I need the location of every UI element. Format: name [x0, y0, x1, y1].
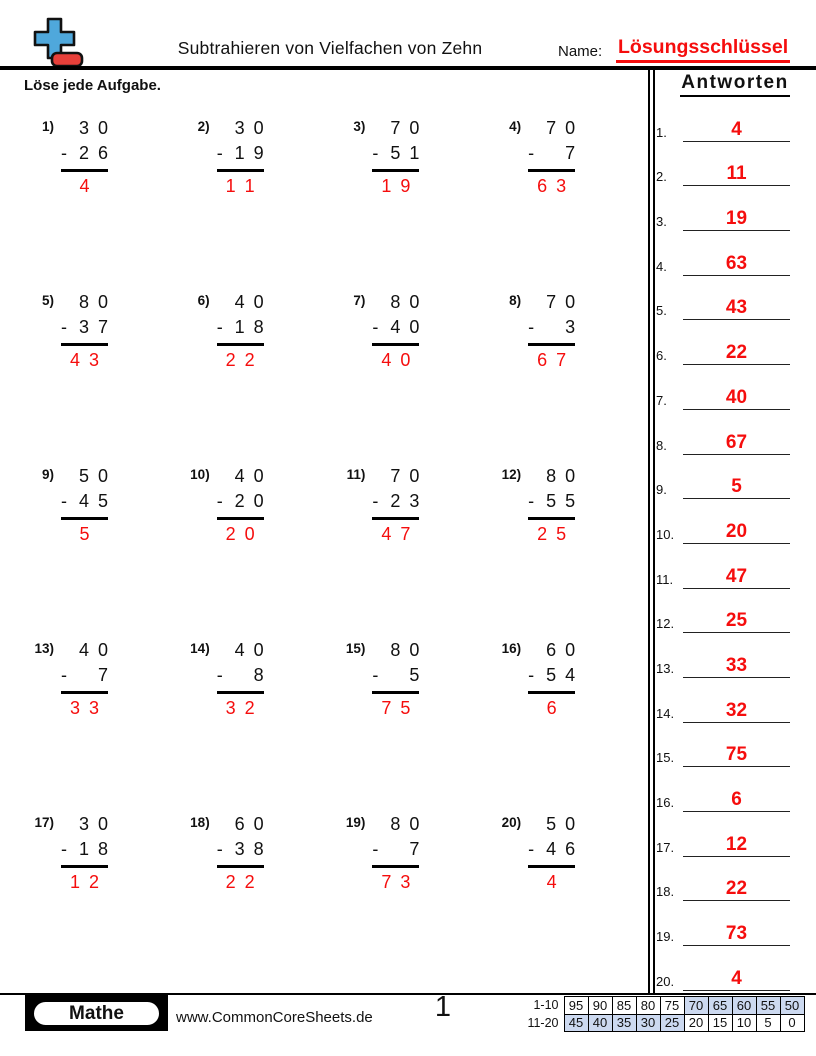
problem — [491, 812, 575, 895]
score-cell: 20 — [684, 1014, 708, 1032]
answer-item — [656, 455, 808, 500]
minus-sign: - — [216, 317, 223, 337]
score-row — [526, 1014, 804, 1032]
problem-number: 3) — [353, 119, 366, 134]
problem-box — [528, 638, 575, 721]
score-cell: 80 — [636, 997, 660, 1015]
equals-line — [528, 169, 575, 172]
subtrahend-digits: 5 — [409, 665, 420, 685]
score-cell: 15 — [708, 1014, 732, 1032]
answers-heading: Antworten — [680, 72, 789, 97]
problem-number: 8) — [509, 293, 522, 308]
answer-number: 8. — [656, 437, 667, 453]
answer-number: 7. — [656, 392, 667, 408]
problem-answer: 3 2 — [225, 698, 255, 718]
problem-number: 20) — [501, 815, 522, 830]
problem-answer: 6 — [546, 698, 557, 718]
answer-item — [656, 231, 808, 276]
problem-box — [372, 464, 419, 547]
subtrahend — [372, 489, 419, 514]
score-cell: 60 — [732, 997, 756, 1015]
equals-line — [217, 517, 264, 520]
answer-number: 15. — [656, 750, 675, 766]
score-cell: 10 — [732, 1014, 756, 1032]
problem-number: 5) — [41, 293, 54, 308]
answer-item — [656, 812, 808, 857]
problem-box — [217, 464, 264, 547]
answer-value: 11 — [683, 163, 790, 186]
answer-number: 13. — [656, 660, 675, 676]
equals-line — [528, 865, 575, 868]
problem-box — [61, 116, 108, 199]
problem-box — [61, 290, 108, 373]
answer-value: 22 — [683, 342, 790, 365]
answer-item — [656, 97, 808, 142]
problem-number: 11) — [346, 467, 366, 482]
score-table — [526, 996, 805, 1032]
problem-answer: 6 3 — [537, 176, 567, 196]
minus-sign: - — [528, 317, 535, 337]
score-cell: 40 — [588, 1014, 612, 1032]
minuend: 6 0 — [546, 640, 576, 660]
subtrahend-digits: 1 8 — [234, 317, 264, 337]
subtrahend-digits: 3 8 — [234, 839, 264, 859]
subtrahend-digits: 4 0 — [390, 317, 420, 337]
problem-box — [372, 638, 419, 721]
problem — [491, 116, 575, 199]
subtrahend — [217, 141, 264, 166]
problem-box — [372, 290, 419, 373]
problem-answer: 1 9 — [381, 176, 411, 196]
minus-sign: - — [372, 839, 379, 859]
answer-number: 1. — [656, 124, 667, 140]
equals-line — [61, 343, 108, 346]
minus-sign: - — [372, 317, 379, 337]
problem-number: 7) — [353, 293, 366, 308]
problem-number: 9) — [41, 467, 54, 482]
subtrahend — [528, 141, 575, 166]
score-cell: 70 — [684, 997, 708, 1015]
minuend: 3 0 — [78, 118, 108, 138]
minus-sign: - — [528, 665, 535, 685]
equals-line — [61, 169, 108, 172]
answer-value: 73 — [683, 923, 790, 946]
subtrahend — [372, 141, 419, 166]
subtrahend-digits: 2 3 — [390, 491, 420, 511]
subtrahend — [528, 489, 575, 514]
minuend: 8 0 — [390, 292, 420, 312]
answer-item — [656, 767, 808, 812]
answer-number: 16. — [656, 795, 675, 810]
equals-line — [217, 865, 264, 868]
score-cell: 95 — [564, 997, 588, 1015]
problem-box — [217, 812, 264, 895]
answer-value: 22 — [683, 878, 790, 901]
score-cell: 55 — [756, 997, 780, 1015]
equals-line — [528, 517, 575, 520]
problem — [491, 464, 575, 547]
score-row-label: 1-10 — [533, 998, 559, 1013]
answer-item — [656, 276, 808, 321]
answer-number: 3. — [656, 214, 667, 230]
problem-answer: 2 2 — [225, 872, 255, 892]
answer-number: 5. — [656, 303, 667, 319]
answer-value: 47 — [683, 566, 790, 589]
score-cell: 45 — [564, 1014, 588, 1032]
problem — [335, 290, 419, 373]
subtrahend — [217, 489, 264, 514]
equals-line — [372, 691, 419, 694]
minuend: 4 0 — [234, 292, 264, 312]
answer-number: 6. — [656, 348, 667, 364]
subtrahend — [217, 837, 264, 862]
answer-value: 20 — [683, 521, 790, 544]
answer-item — [656, 589, 808, 634]
problem — [335, 638, 419, 721]
answer-item — [656, 946, 808, 991]
score-cell: 85 — [612, 997, 636, 1015]
page-number: 1 — [434, 991, 452, 1023]
answers-heading-wrap — [660, 72, 810, 97]
answer-item — [656, 320, 808, 365]
header-divider — [0, 66, 816, 70]
minus-sign: - — [216, 839, 223, 859]
subtrahend — [61, 141, 108, 166]
answer-value: 40 — [683, 387, 790, 410]
subtrahend — [61, 489, 108, 514]
score-cell: 30 — [636, 1014, 660, 1032]
problem-answer: 6 7 — [537, 350, 567, 370]
score-cell: 50 — [780, 997, 804, 1015]
minuend: 6 0 — [234, 814, 264, 834]
problem-number: 2) — [197, 119, 210, 134]
website-link[interactable]: www.CommonCoreSheets.de — [176, 1009, 373, 1026]
answer-number: 18. — [656, 884, 675, 900]
subtrahend — [528, 663, 575, 688]
answer-number: 14. — [656, 705, 675, 721]
problem-number: 16) — [501, 641, 522, 656]
problem — [491, 290, 575, 373]
problem-number: 10) — [190, 467, 210, 482]
problem-answer: 2 2 — [225, 350, 255, 370]
equals-line — [372, 517, 419, 520]
score-cell: 25 — [660, 1014, 684, 1032]
minus-sign: - — [372, 143, 379, 163]
problem-box — [528, 116, 575, 199]
answer-number: 10. — [656, 526, 675, 542]
problem — [24, 812, 108, 895]
minuend: 8 0 — [78, 292, 108, 312]
equals-line — [372, 169, 419, 172]
answer-value: 25 — [683, 610, 790, 633]
subtrahend-digits: 7 — [97, 665, 108, 685]
answer-value: 12 — [683, 834, 790, 857]
equals-line — [217, 169, 264, 172]
problem-number: 12) — [501, 467, 522, 482]
subtrahend — [61, 663, 108, 688]
problem — [180, 116, 264, 199]
answer-number: 2. — [656, 169, 667, 185]
problem-answer: 2 5 — [537, 524, 567, 544]
answer-number: 19. — [656, 929, 675, 945]
answer-item — [656, 410, 808, 455]
subtrahend — [372, 315, 419, 340]
answer-value: 67 — [683, 432, 790, 455]
subject-label: Mathe — [32, 1000, 161, 1027]
problem-answer: 7 5 — [381, 698, 411, 718]
subtrahend-digits: 5 5 — [546, 491, 576, 511]
problem — [180, 464, 264, 547]
equals-line — [217, 691, 264, 694]
equals-line — [372, 865, 419, 868]
subtrahend — [372, 837, 419, 862]
answer-number: 9. — [656, 482, 667, 498]
problem-number: 6) — [197, 293, 210, 308]
problem-answer: 4 0 — [381, 350, 411, 370]
answer-item — [656, 544, 808, 589]
subtrahend-digits: 3 7 — [78, 317, 108, 337]
page-title: Subtrahieren von Vielfachen von Zehn — [177, 38, 483, 58]
equals-line — [528, 343, 575, 346]
subtrahend-digits: 5 4 — [546, 665, 576, 685]
subtrahend-digits: 4 5 — [78, 491, 108, 511]
equals-line — [61, 517, 108, 520]
answer-item — [656, 142, 808, 187]
equals-line — [372, 343, 419, 346]
answer-value: 4 — [683, 119, 790, 142]
problem-box — [372, 812, 419, 895]
subtrahend — [528, 315, 575, 340]
answer-number: 4. — [656, 258, 667, 274]
subtrahend — [217, 315, 264, 340]
score-table-body — [526, 997, 804, 1032]
minuend: 8 0 — [390, 640, 420, 660]
score-cell: 5 — [756, 1014, 780, 1032]
problem — [24, 638, 108, 721]
minuend: 7 0 — [390, 118, 420, 138]
minuend: 7 0 — [546, 118, 576, 138]
score-row — [526, 997, 804, 1015]
problem-number: 13) — [34, 641, 54, 656]
answer-value: 6 — [683, 789, 790, 812]
problem-number: 17) — [34, 815, 54, 830]
minus-sign: - — [61, 665, 67, 685]
subtrahend-digits: 2 6 — [78, 143, 108, 163]
problem-answer: 2 0 — [225, 524, 255, 544]
answer-item — [656, 633, 808, 678]
problem-number: 18) — [190, 815, 210, 830]
minuend: 4 0 — [234, 466, 264, 486]
answer-number: 17. — [656, 839, 675, 855]
answer-value: 4 — [683, 968, 790, 991]
problem — [335, 464, 419, 547]
score-cell: 0 — [780, 1014, 804, 1032]
minus-sign: - — [372, 491, 379, 511]
problem-answer: 1 2 — [69, 872, 100, 892]
subtrahend-digits: 8 — [253, 665, 264, 685]
problem-answer: 4 — [546, 872, 557, 892]
problem-number: 1) — [41, 119, 54, 134]
minus-sign: - — [61, 143, 67, 163]
score-cell: 65 — [708, 997, 732, 1015]
problem — [24, 464, 108, 547]
subtrahend — [217, 663, 264, 688]
problem-answer: 4 7 — [381, 524, 411, 544]
answer-value: 63 — [683, 253, 790, 276]
answer-item — [656, 365, 808, 410]
minus-sign: - — [61, 839, 67, 859]
problem-box — [372, 116, 419, 199]
score-cell: 35 — [612, 1014, 636, 1032]
score-cell: 75 — [660, 997, 684, 1015]
problem-answer: 5 — [79, 524, 90, 544]
minuend: 4 0 — [78, 640, 108, 660]
problem-box — [61, 812, 108, 895]
problem-number: 15) — [345, 641, 366, 656]
problem-answer: 4 3 — [69, 350, 100, 370]
answer-value: 33 — [683, 655, 790, 678]
problem-box — [217, 638, 264, 721]
minus-sign: - — [61, 317, 67, 337]
problem-box — [61, 638, 108, 721]
minuend: 7 0 — [390, 466, 420, 486]
subtrahend — [61, 837, 108, 862]
minus-sign: - — [372, 665, 379, 685]
subtrahend — [372, 663, 419, 688]
minuend: 5 0 — [78, 466, 108, 486]
name-label: Name: — [558, 43, 603, 60]
answer-value: 43 — [683, 297, 790, 320]
problem — [24, 116, 108, 199]
subtrahend-digits: 1 8 — [78, 839, 108, 859]
problem-answer: 1 1 — [225, 176, 255, 196]
answer-item — [656, 857, 808, 902]
instruction-text: Löse jede Aufgabe. — [24, 77, 161, 94]
minus-sign: - — [528, 143, 535, 163]
subtrahend-digits: 7 — [565, 143, 576, 163]
minuend: 4 0 — [234, 640, 264, 660]
subtrahend-digits: 7 — [409, 839, 420, 859]
subtrahend-digits: 5 1 — [390, 143, 420, 163]
subtrahend — [528, 837, 575, 862]
problem-box — [528, 464, 575, 547]
minuend: 5 0 — [546, 814, 576, 834]
answer-value: 32 — [683, 700, 790, 723]
problem — [180, 290, 264, 373]
answer-value: 19 — [683, 208, 790, 231]
score-row-label: 11-20 — [527, 1015, 559, 1030]
subtrahend — [61, 315, 108, 340]
answer-number: 11. — [656, 571, 674, 587]
equals-line — [217, 343, 264, 346]
problem-answer: 7 3 — [381, 872, 411, 892]
minus-sign: - — [216, 491, 223, 511]
answer-value: 75 — [683, 744, 790, 767]
problem-answer: 3 3 — [69, 698, 100, 718]
answer-item — [656, 186, 808, 231]
score-cell: 90 — [588, 997, 612, 1015]
minuend: 3 0 — [78, 814, 108, 834]
problem-number: 19) — [345, 815, 366, 830]
subtrahend-digits: 1 9 — [234, 143, 264, 163]
problem — [491, 638, 575, 721]
problem-box — [217, 116, 264, 199]
minuend: 7 0 — [546, 292, 576, 312]
subtrahend-digits: 2 0 — [234, 491, 264, 511]
answer-item — [656, 901, 808, 946]
subtrahend-digits: 4 6 — [546, 839, 576, 859]
answer-item — [656, 499, 808, 544]
problem — [335, 116, 419, 199]
subject-banner — [25, 995, 168, 1031]
answer-item — [656, 723, 808, 768]
subtrahend-digits: 3 — [565, 317, 576, 337]
answer-value: 5 — [683, 476, 790, 499]
minus-sign: - — [216, 665, 223, 685]
minus-sign: - — [216, 143, 223, 163]
problem-box — [528, 290, 575, 373]
equals-line — [61, 691, 108, 694]
problem — [180, 812, 264, 895]
minus-sign: - — [528, 491, 535, 511]
problem-box — [217, 290, 264, 373]
problem-box — [61, 464, 108, 547]
answer-key-label: Lösungsschlüssel — [616, 36, 790, 63]
equals-line — [528, 691, 575, 694]
answer-number: 12. — [656, 616, 675, 632]
answer-item — [656, 678, 808, 723]
problem-box — [528, 812, 575, 895]
answers-panel-divider — [648, 66, 655, 993]
problem — [335, 812, 419, 895]
equals-line — [61, 865, 108, 868]
problem — [24, 290, 108, 373]
minuend: 8 0 — [546, 466, 576, 486]
problem-number: 4) — [509, 119, 522, 134]
minuend: 3 0 — [234, 118, 264, 138]
minuend: 8 0 — [390, 814, 420, 834]
answer-number: 20. — [656, 973, 675, 989]
problem-number: 14) — [190, 641, 210, 656]
minus-sign: - — [528, 839, 535, 859]
answers-list — [656, 97, 808, 991]
problem — [180, 638, 264, 721]
problem-answer: 4 — [79, 176, 90, 196]
minus-sign: - — [61, 491, 67, 511]
